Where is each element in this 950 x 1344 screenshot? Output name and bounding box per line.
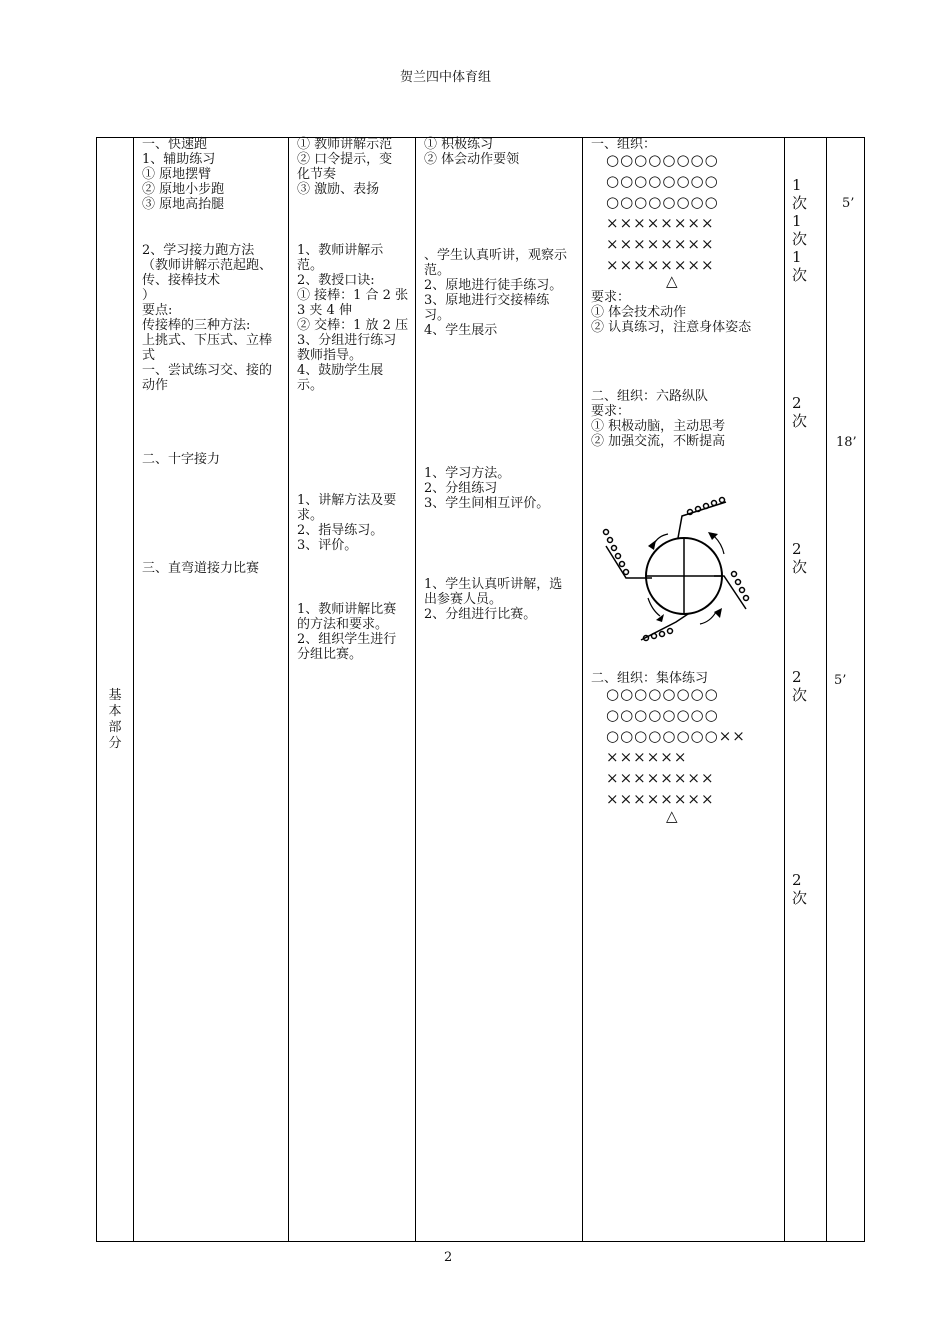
text-line: 4、鼓励学生展	[297, 363, 384, 378]
content-block	[142, 561, 259, 576]
text-line: 3 夹 4 伸	[297, 303, 352, 318]
text-line: ① 积极动脑，主动思考	[591, 419, 726, 434]
content-block	[142, 452, 220, 467]
page-number: 2	[444, 1250, 453, 1265]
cross-relay-diagram	[596, 494, 756, 644]
text-line: 2、学习接力跑方法	[142, 243, 255, 258]
time-value: 5’	[834, 673, 847, 688]
text-line: 2、分组练习	[424, 481, 498, 496]
text-line: 、学生认真听讲，观察示	[424, 248, 568, 263]
text-line: 要点:	[142, 303, 173, 318]
text-line: ① 体会技术动作	[591, 305, 687, 320]
text-line: 要求：	[591, 290, 631, 305]
teacher-block	[297, 493, 396, 553]
text-line: 1、讲解方法及要	[297, 493, 397, 508]
text-line: 2	[792, 540, 802, 558]
column-divider	[784, 138, 785, 1241]
text-line: 的方法和要求。	[297, 617, 389, 632]
text-line: 2、组织学生进行	[297, 632, 397, 647]
text-line: 范。	[424, 263, 451, 278]
text-line: 习。	[424, 308, 451, 323]
teacher-triangle: △	[666, 807, 678, 825]
org-requirements	[591, 290, 751, 335]
reps-count	[792, 394, 807, 430]
column-divider	[288, 138, 289, 1241]
reps-count	[792, 540, 807, 576]
text-line: 1、学生认真听讲解，选	[424, 577, 563, 592]
text-line: 1、教师讲解比赛	[297, 602, 397, 617]
text-line: 次	[792, 412, 808, 430]
text-line: 2、指导练习。	[297, 523, 384, 538]
text-line: 化节奏	[297, 167, 337, 182]
content-block	[142, 137, 224, 212]
formation-grid: ○○○○○○○○ ○○○○○○○○ ○○○○○○○○ ×××××××× ×××××××× ××××××××	[606, 151, 719, 274]
student-block	[424, 466, 549, 511]
text-line: 动作	[142, 378, 169, 393]
text-line: 求。	[297, 508, 324, 523]
text-line: 2	[792, 668, 802, 686]
text-line: （教师讲解示范起跑、	[142, 258, 273, 273]
text-line: 2	[792, 394, 802, 412]
text-line: 次	[792, 266, 808, 284]
org-title: 二、组织：集体练习	[591, 671, 709, 686]
time-value: 5’	[842, 196, 855, 211]
student-block	[424, 577, 562, 622]
text-line: 二、组织：六路纵队	[591, 389, 709, 404]
teacher-block	[297, 243, 408, 393]
text-line: ② 口令提示，变	[297, 152, 393, 167]
text-line: 1	[792, 248, 802, 266]
org-title: 一、组织：	[591, 137, 657, 152]
text-line: 分组比赛。	[297, 647, 363, 662]
text-line: ② 加强交流，不断提高	[591, 434, 726, 449]
text-line: 2、原地进行徒手练习。	[424, 278, 563, 293]
section-label: 基 本 部 分	[108, 688, 122, 751]
column-divider	[582, 138, 583, 1241]
text-line: ① 教师讲解示范	[297, 137, 393, 152]
student-block	[424, 248, 567, 338]
text-line: 范。	[297, 258, 324, 273]
text-line: ② 原地小步跑	[142, 182, 225, 197]
text-line: 1、辅助练习	[142, 152, 216, 167]
org-requirements	[591, 389, 725, 449]
column-divider	[826, 138, 827, 1241]
text-line: 三、直弯道接力比赛	[142, 561, 260, 576]
text-line: 传、接棒技术	[142, 273, 221, 288]
text-line: 上挑式、下压式、立棒	[142, 333, 273, 348]
text-line: ③ 激励、表扬	[297, 182, 380, 197]
text-line: 次	[792, 686, 808, 704]
text-line: 1、教师讲解示	[297, 243, 384, 258]
text-line: 2、分组进行比赛。	[424, 607, 537, 622]
text-line: 一、尝试练习交、接的	[142, 363, 273, 378]
teacher-block	[297, 137, 392, 197]
text-line: 二、十字接力	[142, 452, 221, 467]
text-line: 3、学生间相互评价。	[424, 496, 550, 511]
text-line: ③ 原地高抬腿	[142, 197, 225, 212]
text-line: 2	[792, 871, 802, 889]
reps-count	[792, 176, 807, 284]
column-divider	[133, 138, 134, 1241]
text-line: 4、学生展示	[424, 323, 498, 338]
text-line: 次	[792, 558, 808, 576]
text-line: 教师指导。	[297, 348, 363, 363]
teacher-triangle: △	[666, 272, 678, 290]
text-line: 3、分组进行练习	[297, 333, 397, 348]
text-line: 次	[792, 889, 808, 907]
content-block	[142, 243, 272, 393]
student-block	[424, 137, 519, 167]
teacher-block	[297, 602, 396, 662]
text-line: ）	[142, 288, 156, 303]
text-line: 3、原地进行交接棒练	[424, 293, 550, 308]
reps-count	[792, 871, 807, 907]
reps-count	[792, 668, 807, 704]
text-line: 次	[792, 230, 808, 248]
text-line: ① 原地摆臂	[142, 167, 212, 182]
text-line: 1	[792, 176, 802, 194]
text-line: 传接棒的三种方法:	[142, 318, 251, 333]
text-line: 2、教授口诀:	[297, 273, 375, 288]
text-line: ② 交棒：1 放 2 压	[297, 318, 409, 333]
column-divider	[415, 138, 416, 1241]
time-value: 18’	[836, 435, 857, 450]
text-line: 式	[142, 348, 156, 363]
text-line: ② 认真练习，注意身体姿态	[591, 320, 752, 335]
page-header: 贺兰四中体育组	[400, 70, 492, 85]
text-line: 出参赛人员。	[424, 592, 503, 607]
text-line: 示。	[297, 378, 324, 393]
formation-grid: ○○○○○○○○ ○○○○○○○○ ○○○○○○○○×× ×××××× ×××××××× ××××××××	[606, 685, 746, 808]
text-line: 次	[792, 194, 808, 212]
text-line: 1	[792, 212, 802, 230]
text-line: 一、快速跑	[142, 137, 208, 152]
text-line: 3、评价。	[297, 538, 358, 553]
text-line: ① 接棒：1 合 2 张	[297, 288, 409, 303]
text-line: 要求：	[591, 404, 631, 419]
text-line: ② 体会动作要领	[424, 152, 520, 167]
text-line: ① 积极练习	[424, 137, 494, 152]
text-line: 1、学习方法。	[424, 466, 511, 481]
